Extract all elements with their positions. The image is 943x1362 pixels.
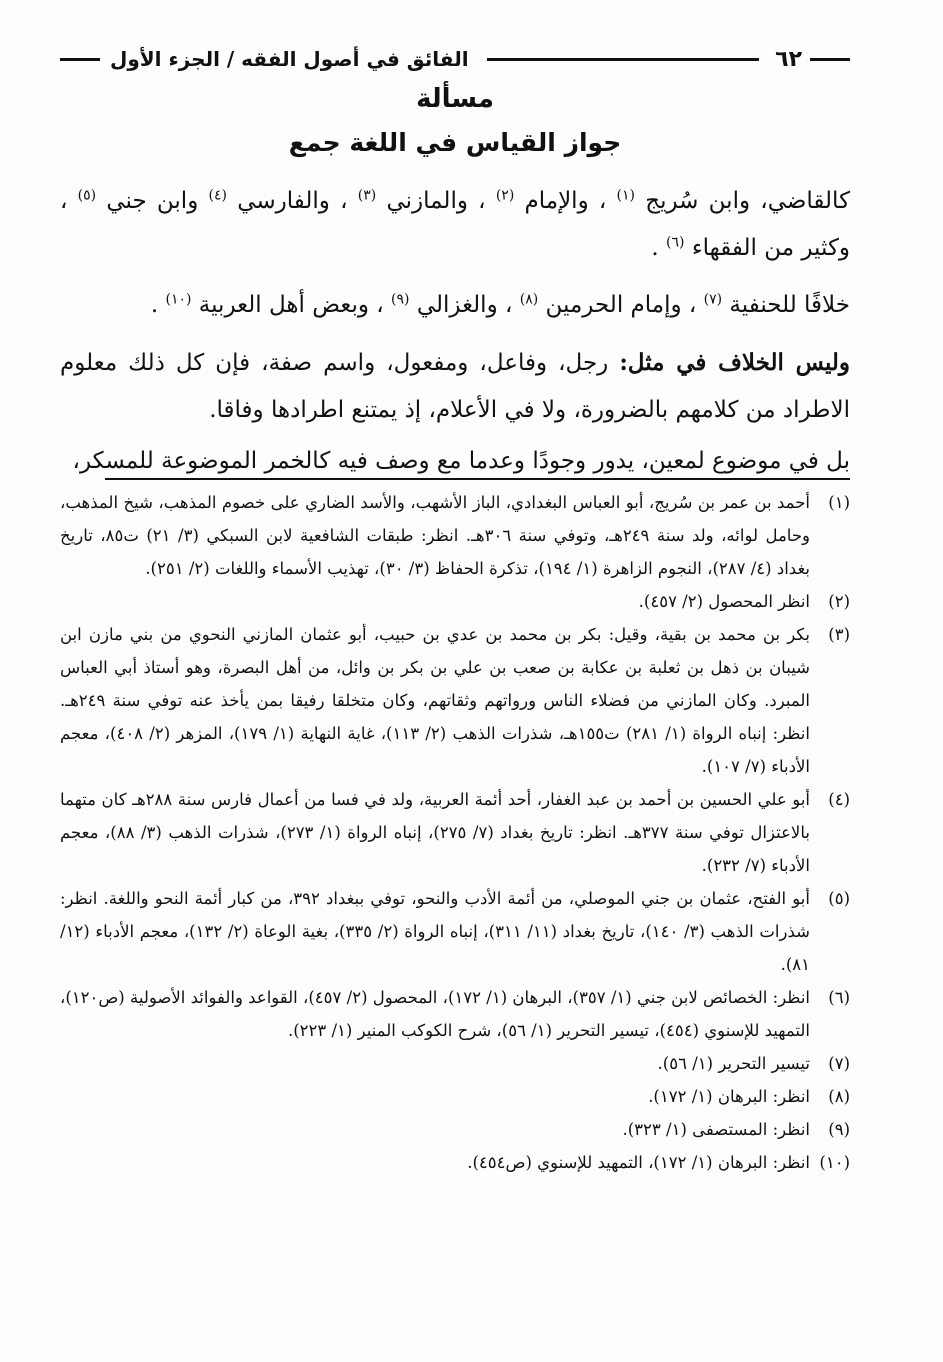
footnote-ref-4[interactable]: (٤) xyxy=(208,187,227,204)
footnote-ref-3[interactable]: (٣) xyxy=(357,187,377,204)
p2-text-3: ، والغزالي xyxy=(416,292,513,318)
footnote-number: (٢) xyxy=(828,592,850,611)
footnote xyxy=(60,981,850,1047)
footnote-text: أبو علي الحسين بن أحمد بن عبد الغفار، أحد أئمة العربية، ولد في فسا من أعمال فارس سنة ٢٨٨هـ كان متهما بالاعتزال توفي سنة ٣٧٧هـ. انظر: تاريخ بغداد (٧/ ٢٧٥)، إنباه الرواة (١/ ٢٧٣)، شذرات الذهب (٣/ ٨٨)، معجم الأدباء (٧/ ٢٣٢). xyxy=(60,790,810,875)
p2-text-2: ، وإمام الحرمين xyxy=(545,292,697,318)
footnote-text: انظر: الخصائص لابن جني (١/ ٣٥٧)، البرهان (١/ ١٧٢)، المحصول (٢/ ٤٥٧)، القواعد والفوائد الأصولية (ص١٢٠)، التمهيد للإسنوي (٤٥٤)، تيسير التحرير (١/ ٥٦)، شرح الكوكب المنير (١/ ٢٢٣). xyxy=(60,988,811,1040)
book-title: الفائق في أصول الفقه / الجزء الأول xyxy=(110,47,469,71)
footnote-ref-8[interactable]: (٨) xyxy=(519,291,539,308)
section-subtitle: جواز القياس في اللغة جمع xyxy=(288,128,622,157)
footnote-number: (٥) xyxy=(828,889,850,908)
paragraph-2 xyxy=(60,282,850,329)
footnote xyxy=(60,1113,850,1146)
p1-text-4: ، والفارسي xyxy=(237,188,348,214)
p4-text: بل في موضوع لمعين، يدور وجودًا وعدما مع وصف فيه كالخمر الموضوعة للمسكر، xyxy=(72,448,850,474)
section-title: مسألة xyxy=(416,84,494,114)
header-rule xyxy=(487,58,760,61)
footnote xyxy=(60,1047,850,1080)
footnote-number: (٦) xyxy=(828,988,850,1007)
footnote-text: أحمد بن عمر بن سُريج، أبو العباس البغدادي، الباز الأشهب، والأسد الضاري على خصوم المذهب، شيخ المذهب، وحامل لوائه، ولد سنة ٢٤٩هـ، وتوفي سنة ٣٠٦هـ. انظر: طبقات الشافعية لابن السبكي (٣/ ٢١) ت٨٥، تاريخ بغداد (٤/ ٢٨٧)، النجوم الزاهرة (١/ ١٩٤)، تذكرة الحفاظ (٣/ ٣٠)، تهذيب الأسماء واللغات (٢/ ٢٥١). xyxy=(60,493,810,578)
footnote-separator xyxy=(105,478,850,480)
footnote xyxy=(60,1080,850,1113)
footnote-number: (٣) xyxy=(828,625,850,644)
footnote-number: (٧) xyxy=(828,1054,850,1073)
footnote-number: (١٠) xyxy=(819,1153,850,1172)
footnote-ref-6[interactable]: (٦) xyxy=(666,234,685,251)
p1-text-5: وابن جني xyxy=(106,188,199,214)
footnote-text: انظر: المستصفى (١/ ٣٢٣). xyxy=(622,1120,810,1139)
footnote-number: (٩) xyxy=(828,1120,850,1139)
footnote-text: انظر: البرهان (١/ ١٧٢)، التمهيد للإسنوي (ص٤٥٤). xyxy=(467,1153,810,1172)
footnote-text: انظر المحصول (٢/ ٤٥٧). xyxy=(638,592,810,611)
footnote-text: بكر بن محمد بن بقية، وقيل: بكر بن محمد بن عدي بن حبيب، أبو عثمان المازني النحوي من بني مازن ابن شيبان بن ذهل بن ثعلبة بن عكابة بن صعب بن علي بن بكر بن وائل، من أهل البصرة، وهو أستاذ أبي العباس المبرد. وكان المازني من فضلاء الناس ورواتهم وثقاتهم، وكان متخلقا رفيقا بمن يأخذ عنه توفي سنة ٢٤٩هـ. انظر: إنباه الرواة (١/ ٢٨١) ت١٥٥هـ، شذرات الذهب (٢/ ١١٣)، غاية النهاية (١/ ١٧٩)، المزهر (٢/ ٤٠٨)، معجم الأدباء (٧/ ١٠٧). xyxy=(60,625,810,776)
footnote-number: (٨) xyxy=(828,1087,850,1106)
p1-text-1: كالقاضي، وابن سُريج xyxy=(645,188,851,214)
footnotes xyxy=(60,486,850,1179)
book-page xyxy=(60,30,850,1340)
p2-text-4: ، وبعض أهل العربية xyxy=(198,292,384,318)
footnote-text: تيسير التحرير (١/ ٥٦). xyxy=(657,1054,810,1073)
footnote-number: (٤) xyxy=(828,790,850,809)
page-number: ٦٢ xyxy=(775,46,802,72)
p3-lead: وليس الخلاف في مثل: xyxy=(619,349,851,376)
footnote-ref-9[interactable]: (٩) xyxy=(391,291,410,308)
footnote-ref-5[interactable]: (٥) xyxy=(77,187,97,204)
footnote-text: أبو الفتح، عثمان بن جني الموصلي، من أئمة الأدب والنحو، توفي ببغداد ٣٩٢، من كبار أئمة النحو واللغة. انظر: شذرات الذهب (٣/ ١٤٠)، تاريخ بغداد (١١/ ٣١١)، إنباه الرواة (٢/ ٣٣٥)، بغية الوعاة (٢/ ١٣٢)، معجم الأدباء (١٢/ ٨١). xyxy=(60,889,810,974)
footnote xyxy=(60,585,850,618)
main-text xyxy=(60,178,850,489)
footnote-ref-7[interactable]: (٧) xyxy=(703,291,723,308)
footnote xyxy=(60,1146,850,1179)
footnote xyxy=(60,783,850,882)
running-header xyxy=(60,42,850,76)
p1-text-7: . xyxy=(651,235,659,261)
footnote xyxy=(60,882,850,981)
footnote-ref-10[interactable]: (١٠) xyxy=(165,291,192,308)
paragraph-1 xyxy=(60,178,850,272)
p1-text-3: ، والمازني xyxy=(386,188,486,214)
footnote xyxy=(60,486,850,585)
p3-text: رجل، وفاعل، ومفعول، واسم صفة، فإن كل ذلك معلوم الاطراد من كلامهم بالضرورة، ولا في الأعلام، إذ يمتنع اطرادها وفاقا. xyxy=(60,350,850,423)
p1-text-2: ، والإمام xyxy=(524,188,607,214)
p2-text-5: . xyxy=(150,292,159,318)
footnote-text: انظر: البرهان (١/ ١٧٢). xyxy=(648,1087,810,1106)
header-dash-right xyxy=(810,58,850,61)
footnote-ref-2[interactable]: (٢) xyxy=(495,187,515,204)
p1-text-6: ، وكثير من الفقهاء xyxy=(60,188,850,261)
paragraph-3 xyxy=(60,339,850,434)
p2-text-1: خلافًا للحنفية xyxy=(729,292,850,318)
footnote-number: (١) xyxy=(828,493,850,512)
footnote-ref-1[interactable]: (١) xyxy=(616,187,636,204)
header-dash-left xyxy=(60,58,100,61)
footnote xyxy=(60,618,850,783)
